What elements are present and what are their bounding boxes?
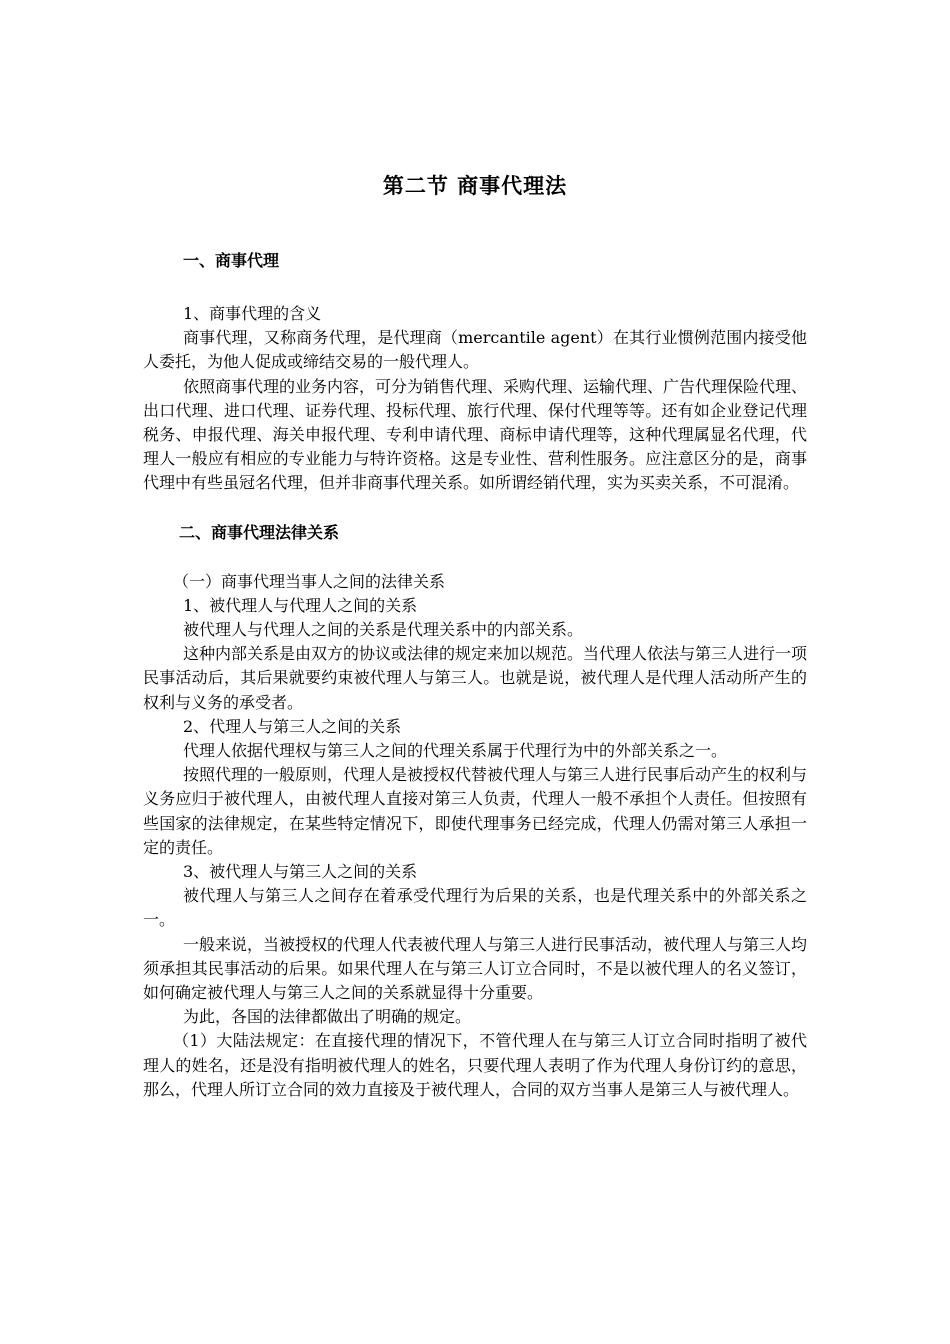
paragraph-business-types: 依照商事代理的业务内容，可分为销售代理、采购代理、运输代理、广告代理保险代理、出口代理、进口代理、证券代理、投标代理、旅行代理、保付代理等等。还有如企业登记代理税务、申报代理、海关申报代理、专利申请代理、商标申请代理等，这种代理属显名代理，代理人一般应有相应的专业能力与特许资格。这是专业性、营利性服务。应注意区分的是，商事代理中有些虽冠名代理，但并非商事代理关系。如所谓经销代理，实为买卖关系，不可混淆。 [143,376,808,493]
paragraph-external-relation: 代理人依据代理权与第三人之间的代理关系属于代理行为中的外部关系之一。 [183,741,728,761]
paragraph-consequence-relation: 被代理人与第三人之间存在着承受代理行为后果的关系，也是代理关系中的外部关系之一。 [143,886,807,930]
subheading-meaning: 1、商事代理的含义 [183,304,322,323]
paragraph-internal-relation: 被代理人与代理人之间的关系是代理关系中的内部关系。 [183,620,584,640]
paragraph-internal-relation-detail: 这种内部关系是由双方的协议或法律的规定来加以规范。当代理人依法与第三人进行一项民事活动后，其后果就要约束被代理人与第三人。也就是说，被代理人是代理人活动所产生的权利与义务的承受者。 [143,644,808,712]
heading-legal-relations: 二、商事代理法律关系 [179,522,340,542]
subheading-agent-third-party: 2、代理人与第三人之间的关系 [183,716,402,736]
paragraph-civil-law-rule: （1）大陆法规定：在直接代理的情况下，不管代理人在与第三人订立合同时指明了被代理人的姓名，还是没有指明被代理人的姓名，只要代理人表明了作为代理人身份订约的意思，那么，代理人所订立合同的效力直接及于被代理人，合同的双方当事人是第三人与被代理人。 [143,1031,807,1099]
paragraph-definition: 商事代理，又称商务代理，是代理商（mercantile agent）在其行业惯例范围内接受他人委托，为他人促成或缔结交易的一般代理人。 [143,328,807,372]
paragraph-agent-liability: 按照代理的一般原则，代理人是被授权代替被代理人与第三人进行民事后动产生的权利与义务应归于被代理人，由被代理人直接对第三人负责，代理人一般不承担个人责任。但按照有些国家的法律规定，在某些特定情况下，即使代理事务已经完成，代理人仍需对第三人承担一定的责任。 [143,765,808,857]
paragraph-laws-provide: 为此，各国的法律都做出了明确的规定。 [183,1007,472,1027]
document-body [143,248,807,1102]
subheading-principal-third-party: 3、被代理人与第三人之间的关系 [183,862,418,882]
section-title: 第二节 商事代理法 [382,174,568,198]
subheading-party-relations: （一）商事代理当事人之间的法律关系 [173,571,446,591]
heading-commercial-agency: 一、商事代理 [183,251,280,270]
subheading-principal-agent: 1、被代理人与代理人之间的关系 [183,595,418,615]
paragraph-general-rule: 一般来说，当被授权的代理人代表被代理人与第三人进行民事活动，被代理人与第三人均须承担其民事活动的后果。如果代理人在与第三人订立合同时，不是以被代理人的名义签订，如何确定被代理人与第三人之间的关系就显得十分重要。 [143,934,808,1003]
